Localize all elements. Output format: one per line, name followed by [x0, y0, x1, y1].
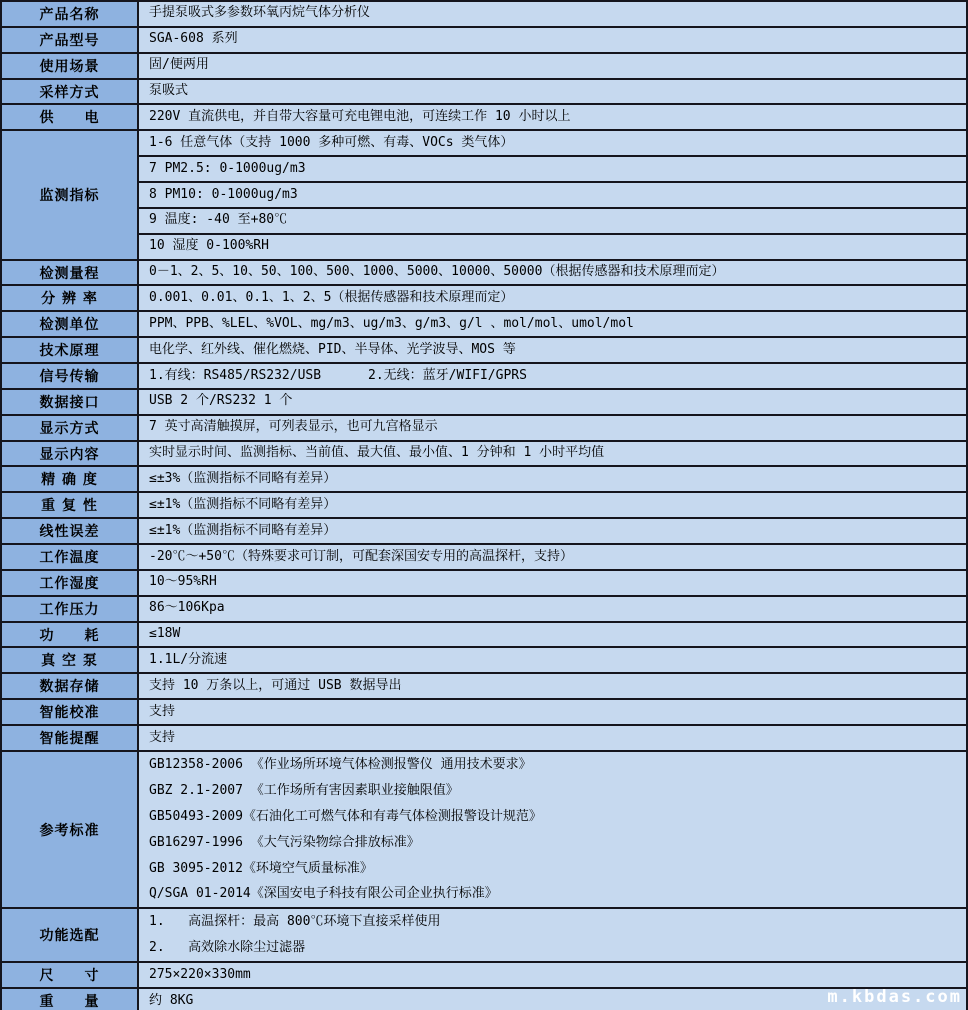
spec-row-label: 工作湿度: [1, 570, 138, 596]
spec-table-row: [1, 751, 967, 908]
spec-table-row: [1, 466, 967, 492]
spec-row-value: 86～106Kpa: [138, 596, 967, 622]
spec-row-value: SGA-608 系列: [138, 27, 967, 53]
spec-row-value: 220V 直流供电，并自带大容量可充电锂电池，可连续工作 10 小时以上: [138, 104, 967, 130]
spec-row-label: 采样方式: [1, 79, 138, 105]
spec-value-line: 1. 高温探杆：最高 800℃环境下直接采样使用: [149, 914, 441, 930]
spec-row-label: 供 电: [1, 104, 138, 130]
spec-row-label: 重 复 性: [1, 492, 138, 518]
spec-table-row: [1, 285, 967, 311]
spec-row-label: 数据接口: [1, 389, 138, 415]
spec-value-line: Q/SGA 01-2014《深国安电子科技有限公司企业执行标准》: [149, 886, 498, 902]
spec-row-value: 10～95%RH: [138, 570, 967, 596]
spec-table-row: [1, 208, 967, 234]
spec-row-value: ≤±3%（监测指标不同略有差异）: [138, 466, 967, 492]
spec-row-value: PPM、PPB、%LEL、%VOL、mg/m3、ug/m3、g/m3、g/l 、mol/mol、umol/mol: [138, 311, 967, 337]
spec-row-value: 泵吸式: [138, 79, 967, 105]
spec-row-value: 约 8KG: [138, 988, 967, 1010]
spec-table-row: [1, 596, 967, 622]
spec-table-row: [1, 363, 967, 389]
spec-table-row: [1, 415, 967, 441]
spec-row-label: 重 量: [1, 988, 138, 1010]
spec-table-row: [1, 311, 967, 337]
spec-row-label: 参考标准: [1, 751, 138, 908]
spec-value-line: GBZ 2.1-2007 《工作场所有害因素职业接触限值》: [149, 782, 459, 798]
spec-row-label: 显示方式: [1, 415, 138, 441]
spec-table-row: [1, 908, 967, 962]
spec-table-row: [1, 337, 967, 363]
spec-row-label: 检测单位: [1, 311, 138, 337]
spec-row-label: 产品名称: [1, 1, 138, 27]
spec-row-value: USB 2 个/RS232 1 个: [138, 389, 967, 415]
spec-row-label: 使用场景: [1, 53, 138, 79]
spec-table-row: [1, 389, 967, 415]
spec-row-value: 电化学、红外线、催化燃烧、PID、半导体、光学波导、MOS 等: [138, 337, 967, 363]
spec-row-label: 智能提醒: [1, 725, 138, 751]
spec-row-label: 工作压力: [1, 596, 138, 622]
spec-table-row: [1, 79, 967, 105]
spec-row-value: [138, 751, 967, 908]
spec-row-label: 工作温度: [1, 544, 138, 570]
spec-row-label: 信号传输: [1, 363, 138, 389]
spec-row-label: 监测指标: [1, 130, 138, 259]
spec-table-row: [1, 962, 967, 988]
spec-row-label: 显示内容: [1, 441, 138, 467]
spec-row-label: 尺 寸: [1, 962, 138, 988]
spec-table-row: [1, 104, 967, 130]
spec-value-line: GB 3095-2012《环境空气质量标准》: [149, 860, 373, 876]
spec-table-row: [1, 130, 967, 156]
spec-table-row: [1, 673, 967, 699]
spec-row-value: 10 湿度 0-100%RH: [138, 234, 967, 260]
spec-row-value: 支持: [138, 699, 967, 725]
spec-table-row: [1, 622, 967, 648]
spec-table-row: [1, 27, 967, 53]
spec-row-label: 精 确 度: [1, 466, 138, 492]
spec-row-value: ≤18W: [138, 622, 967, 648]
spec-row-value: 1-6 任意气体（支持 1000 多种可燃、有毒、VOCs 类气体）: [138, 130, 967, 156]
spec-row-label: 技术原理: [1, 337, 138, 363]
spec-row-value: ≤±1%（监测指标不同略有差异）: [138, 492, 967, 518]
spec-row-value: 9 温度: -40 至+80℃: [138, 208, 967, 234]
spec-row-value: 275×220×330mm: [138, 962, 967, 988]
spec-row-value: 手提泵吸式多参数环氧丙烷气体分析仪: [138, 1, 967, 27]
spec-row-label: 功 耗: [1, 622, 138, 648]
spec-table-row: [1, 260, 967, 286]
spec-row-value: [138, 908, 967, 962]
spec-table-row: [1, 570, 967, 596]
spec-row-value: 0－1、2、5、10、50、100、500、1000、5000、10000、50000（根据传感器和技术原理而定）: [138, 260, 967, 286]
spec-row-value: 7 英寸高清触摸屏，可列表显示，也可九宫格显示: [138, 415, 967, 441]
spec-table-row: [1, 53, 967, 79]
spec-row-value: 7 PM2.5: 0-1000ug/m3: [138, 156, 967, 182]
spec-row-label: 分 辨 率: [1, 285, 138, 311]
spec-row-value: 0.001、0.01、0.1、1、2、5（根据传感器和技术原理而定）: [138, 285, 967, 311]
spec-row-label: 真 空 泵: [1, 647, 138, 673]
spec-row-value: 支持 10 万条以上，可通过 USB 数据导出: [138, 673, 967, 699]
spec-row-label: 功能选配: [1, 908, 138, 962]
spec-table-row: [1, 988, 967, 1010]
spec-row-value: 支持: [138, 725, 967, 751]
spec-value-line: 2. 高效除水除尘过滤器: [149, 940, 306, 956]
spec-row-value: 固/便两用: [138, 53, 967, 79]
spec-row-label: 线性误差: [1, 518, 138, 544]
spec-row-value: 8 PM10: 0-1000ug/m3: [138, 182, 967, 208]
spec-row-label: 产品型号: [1, 27, 138, 53]
spec-table-row: [1, 1, 967, 27]
spec-row-value: ≤±1%（监测指标不同略有差异）: [138, 518, 967, 544]
site-watermark: m.kbdas.com: [827, 987, 962, 1007]
spec-table-row: [1, 441, 967, 467]
spec-table-row: [1, 544, 967, 570]
spec-row-value: -20℃～+50℃（特殊要求可订制，可配套深国安专用的高温探杆，支持）: [138, 544, 967, 570]
spec-row-value: 1.有线：RS485/RS232/USB 2.无线：蓝牙/WIFI/GPRS: [138, 363, 967, 389]
spec-table-row: [1, 182, 967, 208]
spec-value-line: GB12358-2006 《作业场所环境气体检测报警仪 通用技术要求》: [149, 756, 532, 772]
spec-table-row: [1, 699, 967, 725]
spec-row-value: 1.1L/分流速: [138, 647, 967, 673]
spec-table-row: [1, 518, 967, 544]
spec-value-line: GB16297-1996 《大气污染物综合排放标准》: [149, 834, 420, 850]
spec-value-line: GB50493-2009《石油化工可燃气体和有毒气体检测报警设计规范》: [149, 808, 542, 824]
spec-table-row: [1, 647, 967, 673]
spec-table-row: [1, 156, 967, 182]
spec-row-label: 智能校准: [1, 699, 138, 725]
spec-row-label: 数据存储: [1, 673, 138, 699]
spec-table-row: [1, 492, 967, 518]
spec-row-label: 检测量程: [1, 260, 138, 286]
spec-table-row: [1, 725, 967, 751]
spec-row-value: 实时显示时间、监测指标、当前值、最大值、最小值、1 分钟和 1 小时平均值: [138, 441, 967, 467]
spec-table-row: [1, 234, 967, 260]
